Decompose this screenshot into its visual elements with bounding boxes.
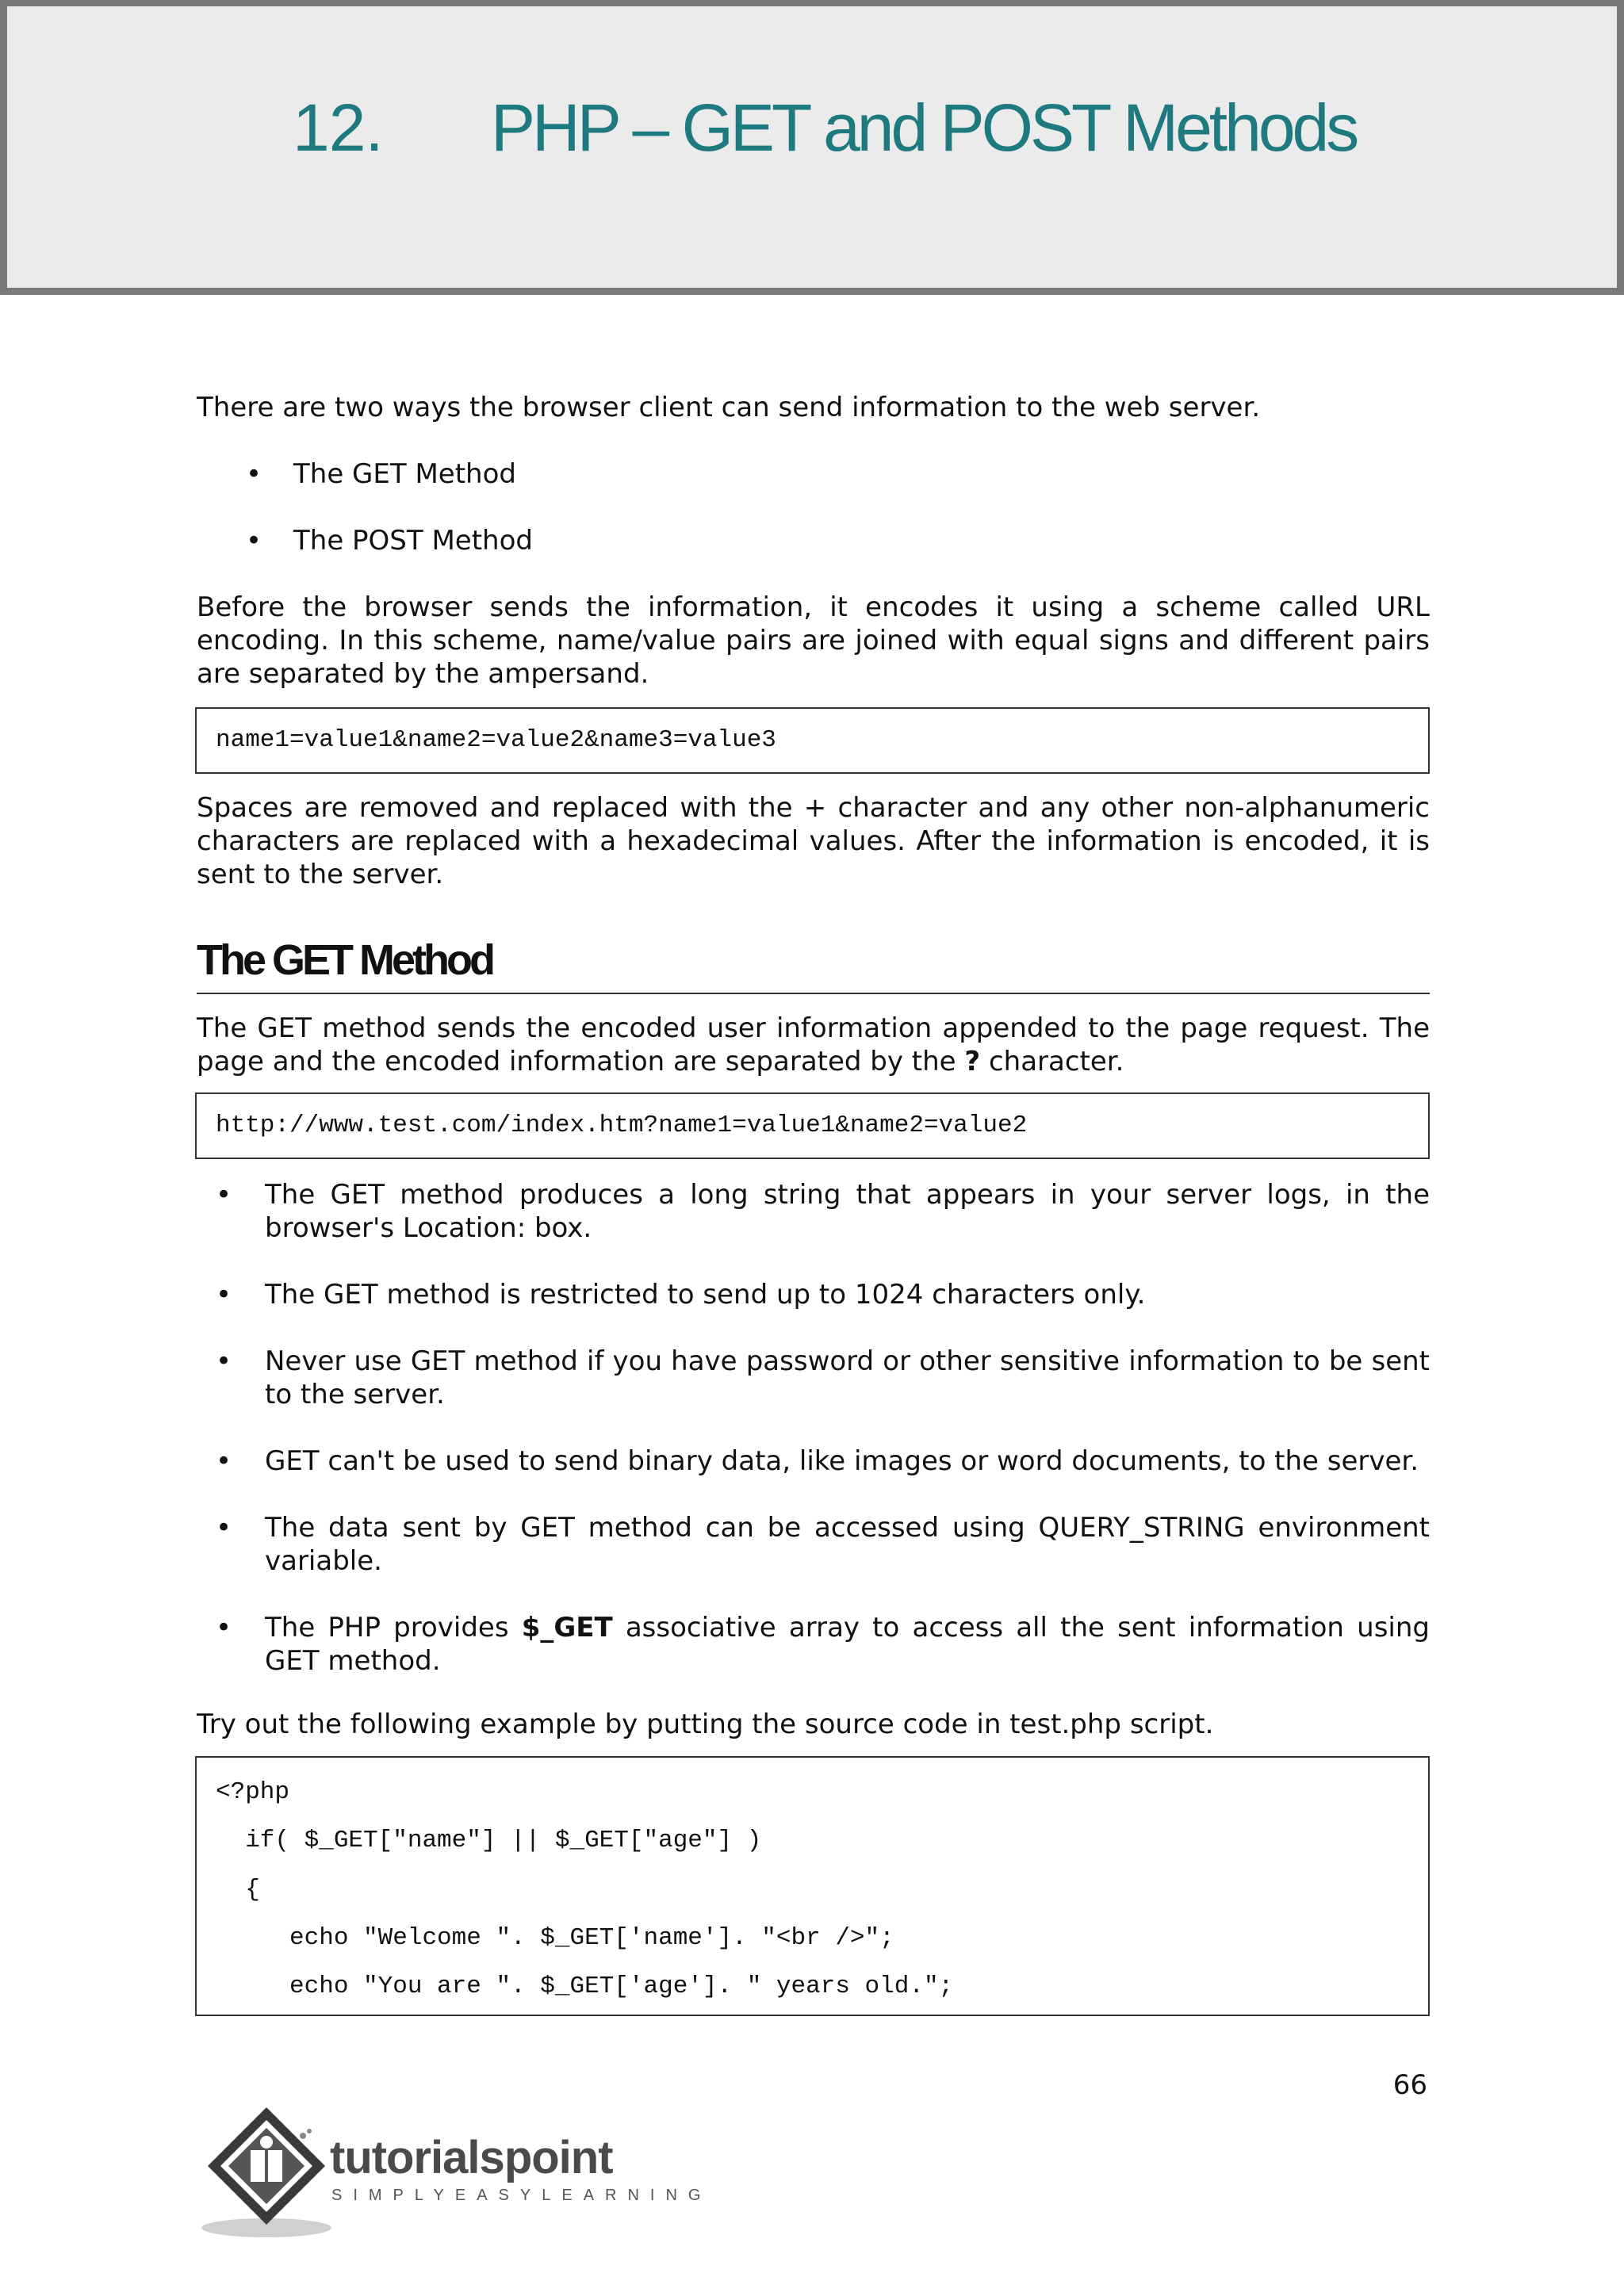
tutorialspoint-logo [197,2101,712,2244]
get-description-bold: ? [964,1046,981,1077]
get-description-text: The GET method sends the encoded user information appended to the page request. The page and the encoded information are separated by the [197,1012,1430,1077]
bullet-icon: • [216,1612,232,1644]
section-divider [197,993,1430,994]
code-line: <?php [216,1778,290,1806]
code-block-url [195,1093,1430,1159]
code-block-example [195,1756,1430,2016]
bullet-icon: • [216,1179,232,1211]
list-item-label: The GET method is restricted to send up to 1024 characters only. [265,1279,1146,1311]
logo-tagline: SIMPLYEASYLEARNING [331,2187,712,2204]
list-item-label: The GET method produces a long string that appears in your server logs, in the browser's Location: box. [265,1179,1430,1244]
list-item-bold: $_GET [521,1612,613,1644]
spaces-paragraph: Spaces are removed and replaced with the + character and any other non-alphanumeric characters are replaced with a hexadecimal values. After the information is encoded, it is sent to the server. [197,792,1430,890]
list-item-label: The data sent by GET method can be accessed using QUERY_STRING environment variable. [265,1512,1430,1577]
code-block-encoding [195,707,1430,774]
list-item-label: The POST Method [293,525,533,557]
page-number: 66 [1392,2069,1427,2101]
list-item-text-end: associative array to access all the sent information using GET method. [265,1612,1430,1677]
list-item-label: The GET Method [293,458,516,490]
get-description [197,1012,1430,1078]
code-line: http://www.test.com/index.htm?name1=value1&name2=value2 [216,1112,1028,1139]
bullet-icon: • [216,1512,232,1544]
logo-word-2: point [504,2132,613,2183]
list-item-label [265,1611,1430,1678]
code-line: { [216,1876,260,1904]
chapter-title: PHP – GET and POST Methods [491,90,1357,165]
bullet-icon: • [216,1279,232,1311]
code-line: echo "You are ". $_GET['age']. " years old."; [216,1973,954,2000]
chapter-header [0,0,1624,295]
try-paragraph: Try out the following example by putting the source code in test.php script. [197,1709,1214,1740]
code-line: name1=value1&name2=value2&name3=value3 [216,726,776,754]
code-line: if( $_GET["name"] || $_GET["age"] ) [216,1827,762,1854]
bullet-icon: • [216,1345,232,1377]
bullet-icon: • [216,1445,232,1477]
list-item-label: Never use GET method if you have password or other sensitive information to be sent to the server. [265,1345,1430,1410]
list-item-label: GET can't be used to send binary data, like images or word documents, to the server. [265,1445,1419,1477]
get-description-text-end: character. [980,1046,1124,1077]
logo-word-1: tutorials [330,2132,504,2183]
logo-wordmark [330,2131,613,2184]
intro-paragraph: There are two ways the browser client can send information to the web server. [197,392,1261,423]
encoding-paragraph: Before the browser sends the information, it encodes it using a scheme called URL encoding. In this scheme, name/value pairs are joined with equal signs and different pairs are separated by the ampersand. [197,591,1430,690]
chapter-number: 12. [293,90,383,165]
logo-diamond-icon [197,2101,331,2244]
bullet-icon: • [246,458,262,490]
section-heading: The GET Method [197,936,492,984]
list-item-text: The PHP provides [265,1612,522,1644]
code-line: echo "Welcome ". $_GET['name']. "<br />"; [216,1924,894,1952]
bullet-icon: • [246,525,262,557]
